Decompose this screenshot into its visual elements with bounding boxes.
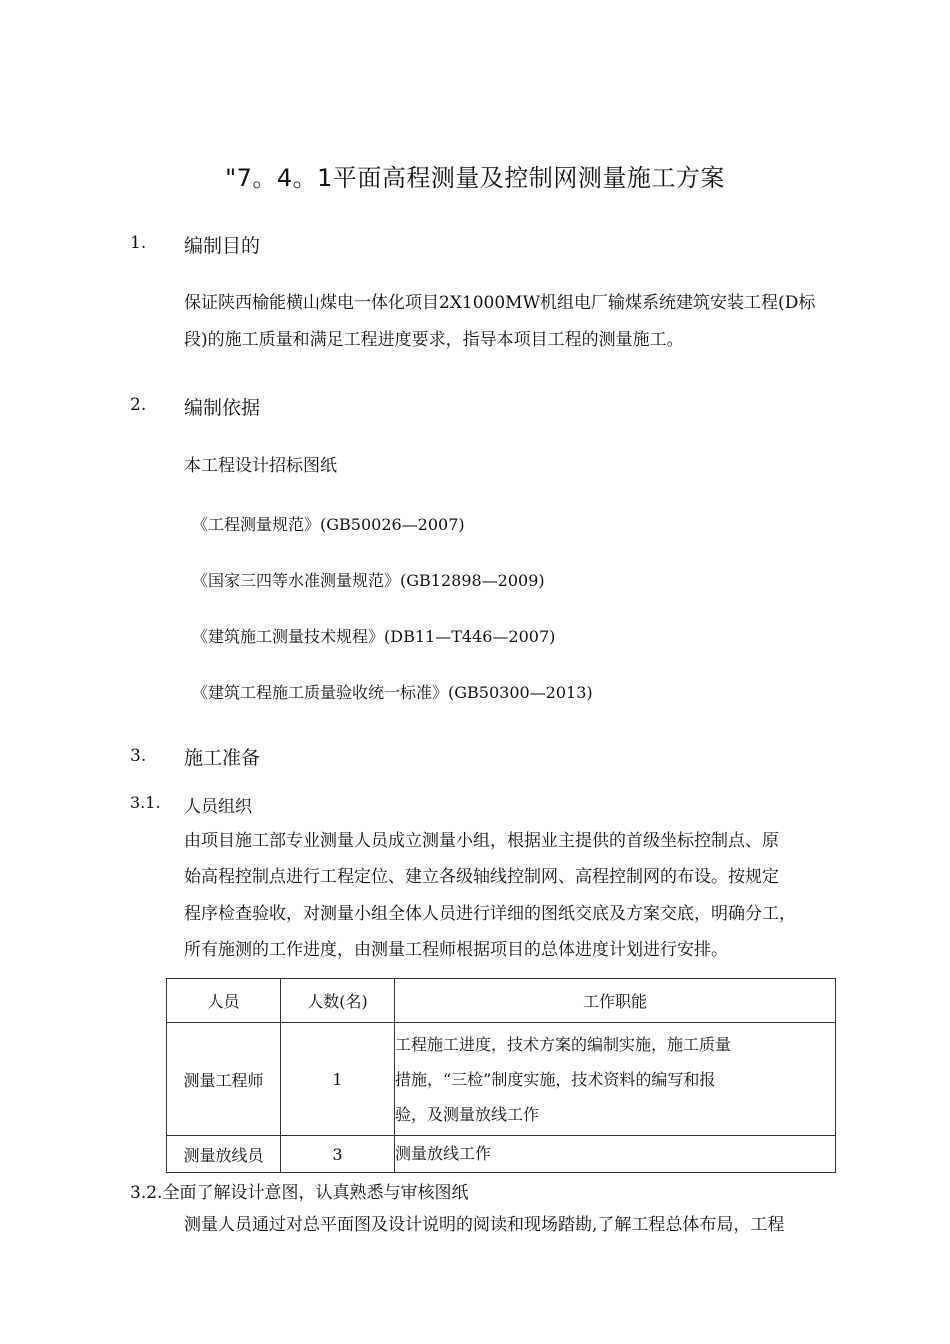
reference-item: 《建筑施工测量技术规程》(DB11—T446—2007) xyxy=(192,627,556,646)
table-row xyxy=(167,1136,836,1173)
paragraph-line: 程序检查验收，对测量小组全体人员进行详细的图纸交底及方案交底，明确分工， xyxy=(184,904,796,924)
section-number: 3. xyxy=(130,746,147,766)
table-header: 工作职能 xyxy=(395,979,836,1023)
section-number: 2. xyxy=(130,395,147,415)
paragraph-line: 所有施测的工作进度，由测量工程师根据项目的总体进度计划进行安排。 xyxy=(184,940,728,960)
subsection-heading: 人员组织 xyxy=(184,797,252,817)
table-cell-duty xyxy=(395,1136,836,1173)
section-number: 1. xyxy=(130,233,147,253)
reference-item: 《建筑工程施工质量验收统一标准》(GB50300—2013) xyxy=(192,683,593,702)
section-heading: 编制目的 xyxy=(184,235,261,257)
duty-line: 工程施工进度，技术方案的编制实施，施工质量 xyxy=(395,1034,732,1054)
paragraph-line: 保证陕西榆能横山煤电一体化项目2X1000MW机组电厂输煤系统建筑安装工程(D标 xyxy=(184,293,816,313)
table-cell-duty xyxy=(395,1023,836,1136)
table-header: 人数(名) xyxy=(281,979,395,1023)
table-cell-role: 测量工程师 xyxy=(167,1023,281,1136)
duty-line: 测量放线工作 xyxy=(395,1144,492,1163)
table-cell-role: 测量放线员 xyxy=(167,1136,281,1173)
section-heading: 施工准备 xyxy=(184,747,261,769)
table-header: 人员 xyxy=(167,979,281,1023)
table-header-row xyxy=(167,979,836,1023)
section-heading: 编制依据 xyxy=(184,397,261,419)
subsection-heading: 3.2.全面了解设计意图，认真熟悉与审核图纸 xyxy=(130,1183,469,1203)
subsection-number: 3.1. xyxy=(130,793,161,812)
paragraph-line: 测量人员通过对总平面图及设计说明的阅读和现场踏勘,了解工程总体布局，工程 xyxy=(184,1215,785,1235)
table-cell-count: 3 xyxy=(281,1136,395,1173)
table-cell-count: 1 xyxy=(281,1023,395,1136)
paragraph-line: 由项目施工部专业测量人员成立测量小组，根据业主提供的首级坐标控制点、原 xyxy=(184,831,779,851)
reference-item: 本工程设计招标图纸 xyxy=(184,456,337,476)
duty-line: 验，及测量放线工作 xyxy=(395,1104,540,1124)
paragraph-line: 始高程控制点进行工程定位、建立各级轴线控制网、高程控制网的布设。按规定 xyxy=(184,867,779,887)
paragraph-line: 段)的施工质量和满足工程进度要求，指导本项目工程的测量施工。 xyxy=(184,330,684,350)
staff-table xyxy=(166,978,836,1173)
table-row xyxy=(167,1023,836,1136)
document-title: "7。4。1平面高程测量及控制网测量施工方案 xyxy=(225,164,725,192)
reference-item: 《工程测量规范》(GB50026—2007) xyxy=(192,515,465,534)
reference-item: 《国家三四等水准测量规范》(GB12898—2009) xyxy=(192,571,545,590)
duty-line: 措施，“三检”制度实施，技术资料的编写和报 xyxy=(395,1069,716,1089)
